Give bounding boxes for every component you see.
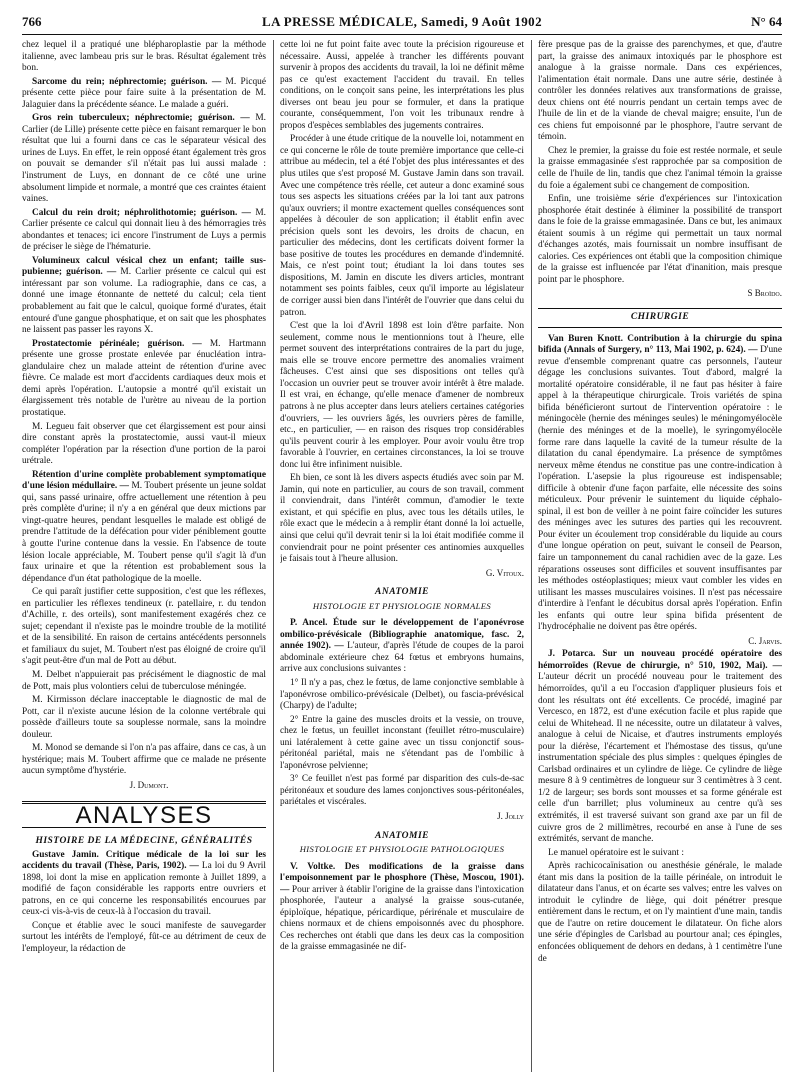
- paragraph: Ce qui paraît justifier cette supposition, c'est que les réflexes, en particulier les réflexes tendineux (r. patellaire, r. du tendon d'Achille, r. des orteils), sont manifestement exagérés chez ce sujet; cependant il n'existe pas le moindre trouble de la motilité et de la sensibilité. En raison de certains antécédents personnels et familiaux du sujet, M. Toubert n'est pas éloigné de croire qu'il s'agit peut-être d'un mal de Pott au début.: [22, 587, 266, 667]
- paragraph: chez lequel il a pratiqué une blépharoplastie par la méthode italienne, avec lambeau pris sur le bras. Résultat également très bon.: [22, 40, 266, 74]
- paragraph: 1° Il n'y a pas, chez le fœtus, de lame conjonctive semblable à l'aponévrose ombilico-prévésicale (Delbet), ou fascia-prévésical (Charpy) de l'adulte;: [280, 677, 524, 712]
- paragraph: [22, 850, 266, 919]
- paragraph: M. Legueu fait observer que cet élargissement est pour ainsi dire constant après la prostatectomie, aussi vaut-il mieux compléter l'opération par la résection d'une portion de la paroi urétrale.: [22, 421, 266, 467]
- paragraph: [22, 470, 266, 585]
- newspaper-page: [22, 0, 782, 1082]
- article-heading: P. Ancel. Étude sur le développement de l'aponévrose ombilico-prévésicale (Bibliographie anatomique, fasc. 2, année 1902). —: [280, 618, 524, 652]
- paragraph: cette loi ne fut point faite avec toute la précision rigoureuse et nécessaire. Aussi, appelée à trancher les différents pouvant survenir à propos des accidents du travail, la loi ne définit même pas ce qu'est exactement l'accident du travail. En telles conditions, on le conçoit sans peine, les interprétations les plus diverses ont beau jeu pour se formuler, et dans la pratique courante, conséquemment, l'on voit les tribunaux rendre à propos d'espèces semblables des jugements contraires.: [280, 40, 524, 131]
- article-heading: Gustave Jamin. Critique médicale de la loi sur les accidents du travail (Thèse, Paris, 1902). —: [22, 849, 266, 872]
- paragraph-text: D'une revue d'ensemble comprenant quatre cas personnels, l'auteur dégage les conclusions suivantes. Tout d'abord, malgré la mortalité opératoire considérable, il ne faut pas hésiter à faire appel à la thérapeutique chirurgicale. Trois variétés de spina bifida bénéficieront surtout de l'intervention opératoire : le méningocèle (hernie des méninges seules) le méningomyélocèle (hernie des méninges et de la moelle), le syringomyélocèle forme rare dans laquelle la cavité de la tumeur résulte de la dilatation du canal épendymaire. La présence de symptômes nerveux même étendus ne constitue pas une contre-indication à l'opération. L'asepsie la plus rigoureuse est indispensable; difficile à obtenir d'une façon parfaite, elle nécessite des soins méticuleux. Pour prévenir le suintement du liquide céphalo-spinal, il est bon de veiller à ne point faire coïncider les sutures des méninges avec les sutures des parties qui les recouvrent. Pour éviter un écoulement trop considérable du liquide au cours d'une longue opération on peut, suivant le conseil de Pearson, faire un tamponnement du canal rachidien avec de la gaze. Les réparations osseuses sont difficiles et souvent insuffisantes par les méthodes ostéoplastiques; mieux vaut combler les vides en utilisant les masses musculaires voisines. Il n'est pas nécessaire d'interdire à l'enfant le décubitus dorsal après l'opération. Enfin les enfants qui outre leur spina bifida présentent de l'hydrocéphalie ne doivent pas être opérés.: [538, 345, 782, 633]
- paragraph: [22, 113, 266, 205]
- section-subtitle: HISTOLOGIE ET PHYSIOLOGIE NORMALES: [312, 600, 492, 611]
- section-title: CHIRURGIE: [538, 308, 782, 328]
- column-middle: [280, 40, 524, 1072]
- section-heading: Sarcome du rein; néphrectomie; guérison. —: [32, 76, 222, 87]
- paragraph: Eh bien, ce sont là les divers aspects étudiés avec soin par M. Jamin, qui note en particulier, au cours de son travail, comment il conviendrait, dans l'intérêt commun, d'amodier le texte existant, et qui spécifie en plus, avec tous les détails utiles, le rôle exact que le médecin a à remplir étant donné la loi actuelle, ainsi que celui qu'il devrait tenir si la loi était modifiée comme il conviendrait pour ne point présenter ces antinomies auxquelles je faisais tout à l'heure allusion.: [280, 473, 524, 565]
- paragraph: [22, 208, 266, 254]
- section-heading: Rétention d'urine complète probablement symptomatique d'une lésion médullaire. —: [22, 469, 266, 492]
- author-signature: S Broïdo.: [747, 288, 782, 299]
- section-heading: Volumineux calcul vésical chez un enfant; taille sus-pubienne; guérison. —: [22, 255, 266, 278]
- author-signature: G. Vitoux.: [485, 567, 524, 578]
- paragraph: M. Kirmisson déclare inacceptable le diagnostic de mal de Pott, car il n'existe aucune lésion de la colonne vertébrale qui possède d'ailleurs toute sa souplesse normale, sans la moindre douleur.: [22, 695, 266, 740]
- paragraph-text: M. Toubert présente un jeune soldat qui, sans passé urinaire, offre actuellement une rétention à peu près complète d'urine; il n'y a en général que deux mictions par vingt-quatre heures, pendant lesquelles le malade est obligé de prendre l'attitude de la défécation pour vider péniblement goutte à goutte l'urine contenue dans la vessie. En l'absence de toute lésion locale appréciable, M. Toubert pense qu'il s'agit là d'un faux urinaire et que la rétention est probablement sous la dépendance d'un état pathologique de la moelle.: [22, 481, 266, 584]
- author-signature: C. Jarvis.: [748, 635, 782, 646]
- issue-number: N° 64: [751, 14, 782, 29]
- paragraph-text: L'auteur décrit un procédé nouveau pour le traitement des hémorroïdes, qu'il a eu l'occasion d'appliquer plusieurs fois et dont les résultats ont été excellents. Ce procédé, imaginé par Vercesco, en 1872, est d'une exécution facile et plus rapide que celui de Whitehead. Il ne nécessite, outre un dilatateur à valves, analogue à celui de Nicaise, et d'autres instruments employés pour la diérèse, l'écartement et l'hémostase des tissus, qu'une instrumentation spéciale des plus simples : quelques épingles de Carlsbad ordinaires et un cylindre de liège. Ce cylindre de liège mesure 8 à 9 centimètres de longueur sur 3 centimètres à 3 cent. 1/2 de largeur; ses bords sont mousses et sa forme générale est celle d'un barrillet; plus volumineux au centre qu'à ses extrémités, il est traversé suivant son grand axe par un fil de cuivre gros de 2 millimètres, recourbé en anse à l'une de ses extrémités, servant de manche.: [538, 672, 782, 845]
- section-title: ANATOMIE: [375, 587, 429, 598]
- paragraph: Conçue et établie avec le souci manifeste de sauvegarder surtout les intérêts de l'employé, fût-ce au détriment de ceux de l'employeur, la rédaction de: [22, 920, 266, 954]
- article-heading: J. Potarca. Sur un nouveau procédé opératoire des hémorroïdes (Revue de chirurgie, n° 510, 1902, Mai). —: [538, 649, 782, 671]
- section-heading: Prostatectomie périnéale; guérison. —: [32, 338, 202, 349]
- paragraph: [280, 862, 524, 954]
- section-heading: Gros rein tuberculeux; néphrectomie; guérison. —: [32, 113, 250, 124]
- column-divider: [273, 40, 274, 1072]
- paragraph: Le manuel opératoire est le suivant :: [548, 847, 684, 858]
- section-subtitle: HISTOLOGIE ET PHYSIOLOGIE PATHOLOGIQUES: [299, 844, 505, 855]
- paragraph-text: M. Carlier (de Lille) présente cette pièce en faisant remarquer le bon résultat que lui a fourni dans ce cas le séparateur vésical des urines de Luys. En effet, le rein opposé étant également très gros on pouvait se demander s'il n'était pas lui aussi malade : l'instrument de Luys, en donnant de ce côté une urine absolument limpide et normale, a montré que ces craintes étaient vaines.: [22, 113, 266, 205]
- paragraph: M. Delbet n'appuierait pas précisément le diagnostic de mal de Pott, mais plus volontiers celui de tuberculose méningée.: [22, 669, 266, 692]
- paragraph-text: M. Carlier présente ce calcul qui est intéressant par son volume. La radiographie, dans ce cas, a donné une image étonnante de netteté du calcul; cela tient probablement au fait que le calcul, quoique formé d'urates, était entouré d'une gangue phosphatique, et on sait que les phosphates ne laissent pas passer les rayons X.: [22, 267, 266, 336]
- section-title: ANATOMIE: [375, 830, 429, 841]
- section-heading: Calcul du rein droit; néphrolithotomie; guérison. —: [32, 207, 251, 218]
- paragraph-text: M. Carlier présente ce calcul qui donnait lieu à des hémorragies très abondantes et tenaces; ici encore l'instrument de Luys a permis de préciser le siège de l'hématurie.: [22, 207, 266, 253]
- paragraph-text: La loi du 9 Avril 1898, loi dont la mise en application remonte à Juillet 1899, a modifié de façon considérable les rapports entre ouvriers et patrons, en ce qui concerne les responsabilités encourues par ceux-ci vis-à-vis de ceux-là à l'occasion du travail.: [22, 861, 266, 918]
- paragraph: [22, 339, 266, 420]
- paragraph-text: M. Picqué présente cette pièce pour faire suite à la présentation de M. Jalaguier dans la précédente séance. Le malade a guéri.: [22, 76, 266, 110]
- analyses-banner: ANALYSES: [22, 801, 266, 828]
- column-right: [538, 40, 782, 1072]
- paragraph-text: L'auteur, d'après l'étude de coupes de la paroi abdominale extérieure chez 64 fœtus et embryons humains, arrive aux conclusions suivantes :: [280, 641, 524, 675]
- paragraph: [280, 618, 524, 676]
- paragraph: 3° Ce feuillet n'est pas formé par disparition des culs-de-sac péritonéaux et soudure des lames conjonctives sous-péritonéales, pariétales et viscérales.: [280, 774, 524, 808]
- paragraph-text: Pour arriver à établir l'origine de la graisse dans l'intoxication phosphorée, l'auteur a analysé la graisse sous-cutanée, épiploïque, hépatique, péricardique, périrénale et musculaire de chiens normaux et de chiens empoisonnés avec du phosphore. Ces recherches ont établi que dans les deux cas la composition de la graisse emmagasinée ne dif-: [280, 884, 524, 953]
- paragraph: Après rachicocaïnisation ou anesthésie générale, le malade étant mis dans la position de la taille périnéale, on introduit le dilatateur dans l'anus, et on écarte ses valves; entre les valves on introduit le cylindre de liège, qui doit pénétrer presque entièrement dans le rectum, et on l'y maintient d'une main, tandis que de l'autre on retire doucement le dilatateur. On fiche alors une série d'épingles de Carlsbad au pourtour anal; ces épingles, enfoncées obliquement de dehors en dedans, à 1 centimètre l'une de: [538, 861, 782, 964]
- paragraph: Procéder à une étude critique de la nouvelle loi, notamment en ce qui concerne le rôle de toute première importance que celle-ci attribue au médecin, tel a été l'objet des plus intéressantes et des plus utiles que s'est proposé M. Gustave Jamin dans son travail. Avec une compétence très réelle, cet auteur a donc examiné sous tous ses aspects les situations créées par la loi tant aux patrons qu'aux ouvriers; il montre exactement quelles conséquences sont appelées à découler de son application; il établit enfin avec précision quels sont les devoirs, les droits de chacun, en particulier des médecins, dont les certificats doivent former la base positive de toutes les procédures en demande d'indemnité. Mais, ce n'est point tout; étudiant la loi dans toutes ses dispositions, M. Jamin en discute les divers articles, montrant notamment ses points faibles, ceux qu'il importe au législateur de corriger aussi bien dans l'intérêt de l'ouvrier que dans celui du patron.: [280, 134, 524, 318]
- paragraph: Chez le premier, la graisse du foie est restée normale, et seule la graisse emmagasinée s'est rapprochée par sa composition de celle de l'huile de lin, tandis que chez l'animal témoin la graisse du foie a également subi ce changement de composition.: [538, 145, 782, 191]
- article-heading: Van Buren Knott. Contribution à la chirurgie du spina bifida (Annals of Surgery, n° 113, Mai 1902, p. 624). —: [538, 333, 782, 356]
- author-signature: J. Dumont.: [129, 779, 169, 790]
- article-heading: V. Voltke. Des modifications de la graisse dans l'empoisonnement par le phosphore (Thèse, Moscou, 1901). —: [280, 861, 524, 895]
- paragraph: fère presque pas de la graisse des parenchymes, et que, d'autre part, la graisse des animaux intoxiqués par le phosphore est analogue à la graisse normale. Dans ces expériences, l'alimentation était normale. Dans une autre série, destinée à contrôler les données relatives aux transformations de graisse, deux chiens ont été nourris pendant un certain temps avec de l'huile de lin et de la viande de cheval maigre; ensuite, l'un de ces chiens fut empoisonné par le phosphore, l'autre servant de témoin.: [538, 40, 782, 143]
- paragraph: 2° Entre la gaine des muscles droits et la vessie, on trouve, chez le fœtus, un feuillet inconstant (feuillet rétro-musculaire) uni latéralement à cette gaine avec un tissu conjonctif sous-péritonéal pariétal, mais ne s'étendant pas de l'ombilic à l'aponévrose pelvienne;: [280, 714, 524, 771]
- author-signature: J. Jolly: [497, 811, 524, 821]
- column-divider: [531, 40, 532, 1072]
- paragraph: C'est que la loi d'Avril 1898 est loin d'être parfaite. Non seulement, comme nous le mentionnions tout à l'heure, elle permet souvent des interprétations contraires de la part du juge, mais elle se trouve encore permettre des anomalies vraiment fâcheuses. C'est ainsi que ses dispositions ont telles qu'à l'occasion un ouvrier peut se trouver avoir intérêt à être malade. Il est vrai, en échange, qu'elle menace d'amener de nombreux patrons à ne plus accepter dans leurs ateliers certaines catégories d'ouvriers, — les ouvriers âgés, les ouvriers pères de famille, etc., en particulier, — en raison des risques trop considérables qu'ils peuvent courir à les employer. Pour avoir voulu être trop favorable à l'ouvrier, en certaines circonstances, la loi se trouve donc lui être infiniment nuisible.: [280, 321, 524, 470]
- page-number: 766: [22, 14, 42, 29]
- column-left: [22, 40, 266, 1072]
- paragraph: [538, 649, 782, 845]
- paragraph-text: M. Hartmann présente une grosse prostate enlevée par énucléation intra-glandulaire chez un malade atteint de rétention d'urine avec fièvre. Ce malade est mort d'accidents cardiaques deux mois et demi après l'opération. L'autopsie a montré qu'il existait un élargissement très notable de l'urètre au niveau de la portion prostatique.: [22, 338, 266, 418]
- section-title: HISTOIRE DE LA MÉDECINE, GÉNÉRALITÉS: [35, 836, 253, 846]
- paragraph: [538, 334, 782, 634]
- paragraph: M. Monod se demande si l'on n'a pas affaire, dans ce cas, à un hystérique; mais M. Toubert affirme que ce malade ne présente aucun symptôme d'hystérie.: [22, 743, 266, 777]
- masthead-title: LA PRESSE MÉDICALE, Samedi, 9 Août 1902: [262, 14, 542, 29]
- paragraph: Enfin, une troisième série d'expériences sur l'intoxication phosphorée était destinée à éliminer la possibilité de transport dans le foie de la graisse emmagasinée. Dans ce but, les animaux étaient soumis à un régime qui permettait un taux normal d'échanges azotés, mais fournissait un nombre insuffisant de calories. Ces expériences ont établi que la composition chimique de la graisse est influencée par l'état d'inanition, mais presque point par le phosphore.: [538, 194, 782, 285]
- header-rule: [22, 34, 782, 35]
- paragraph: [22, 77, 266, 112]
- paragraph: [22, 256, 266, 337]
- page-header: [22, 14, 782, 30]
